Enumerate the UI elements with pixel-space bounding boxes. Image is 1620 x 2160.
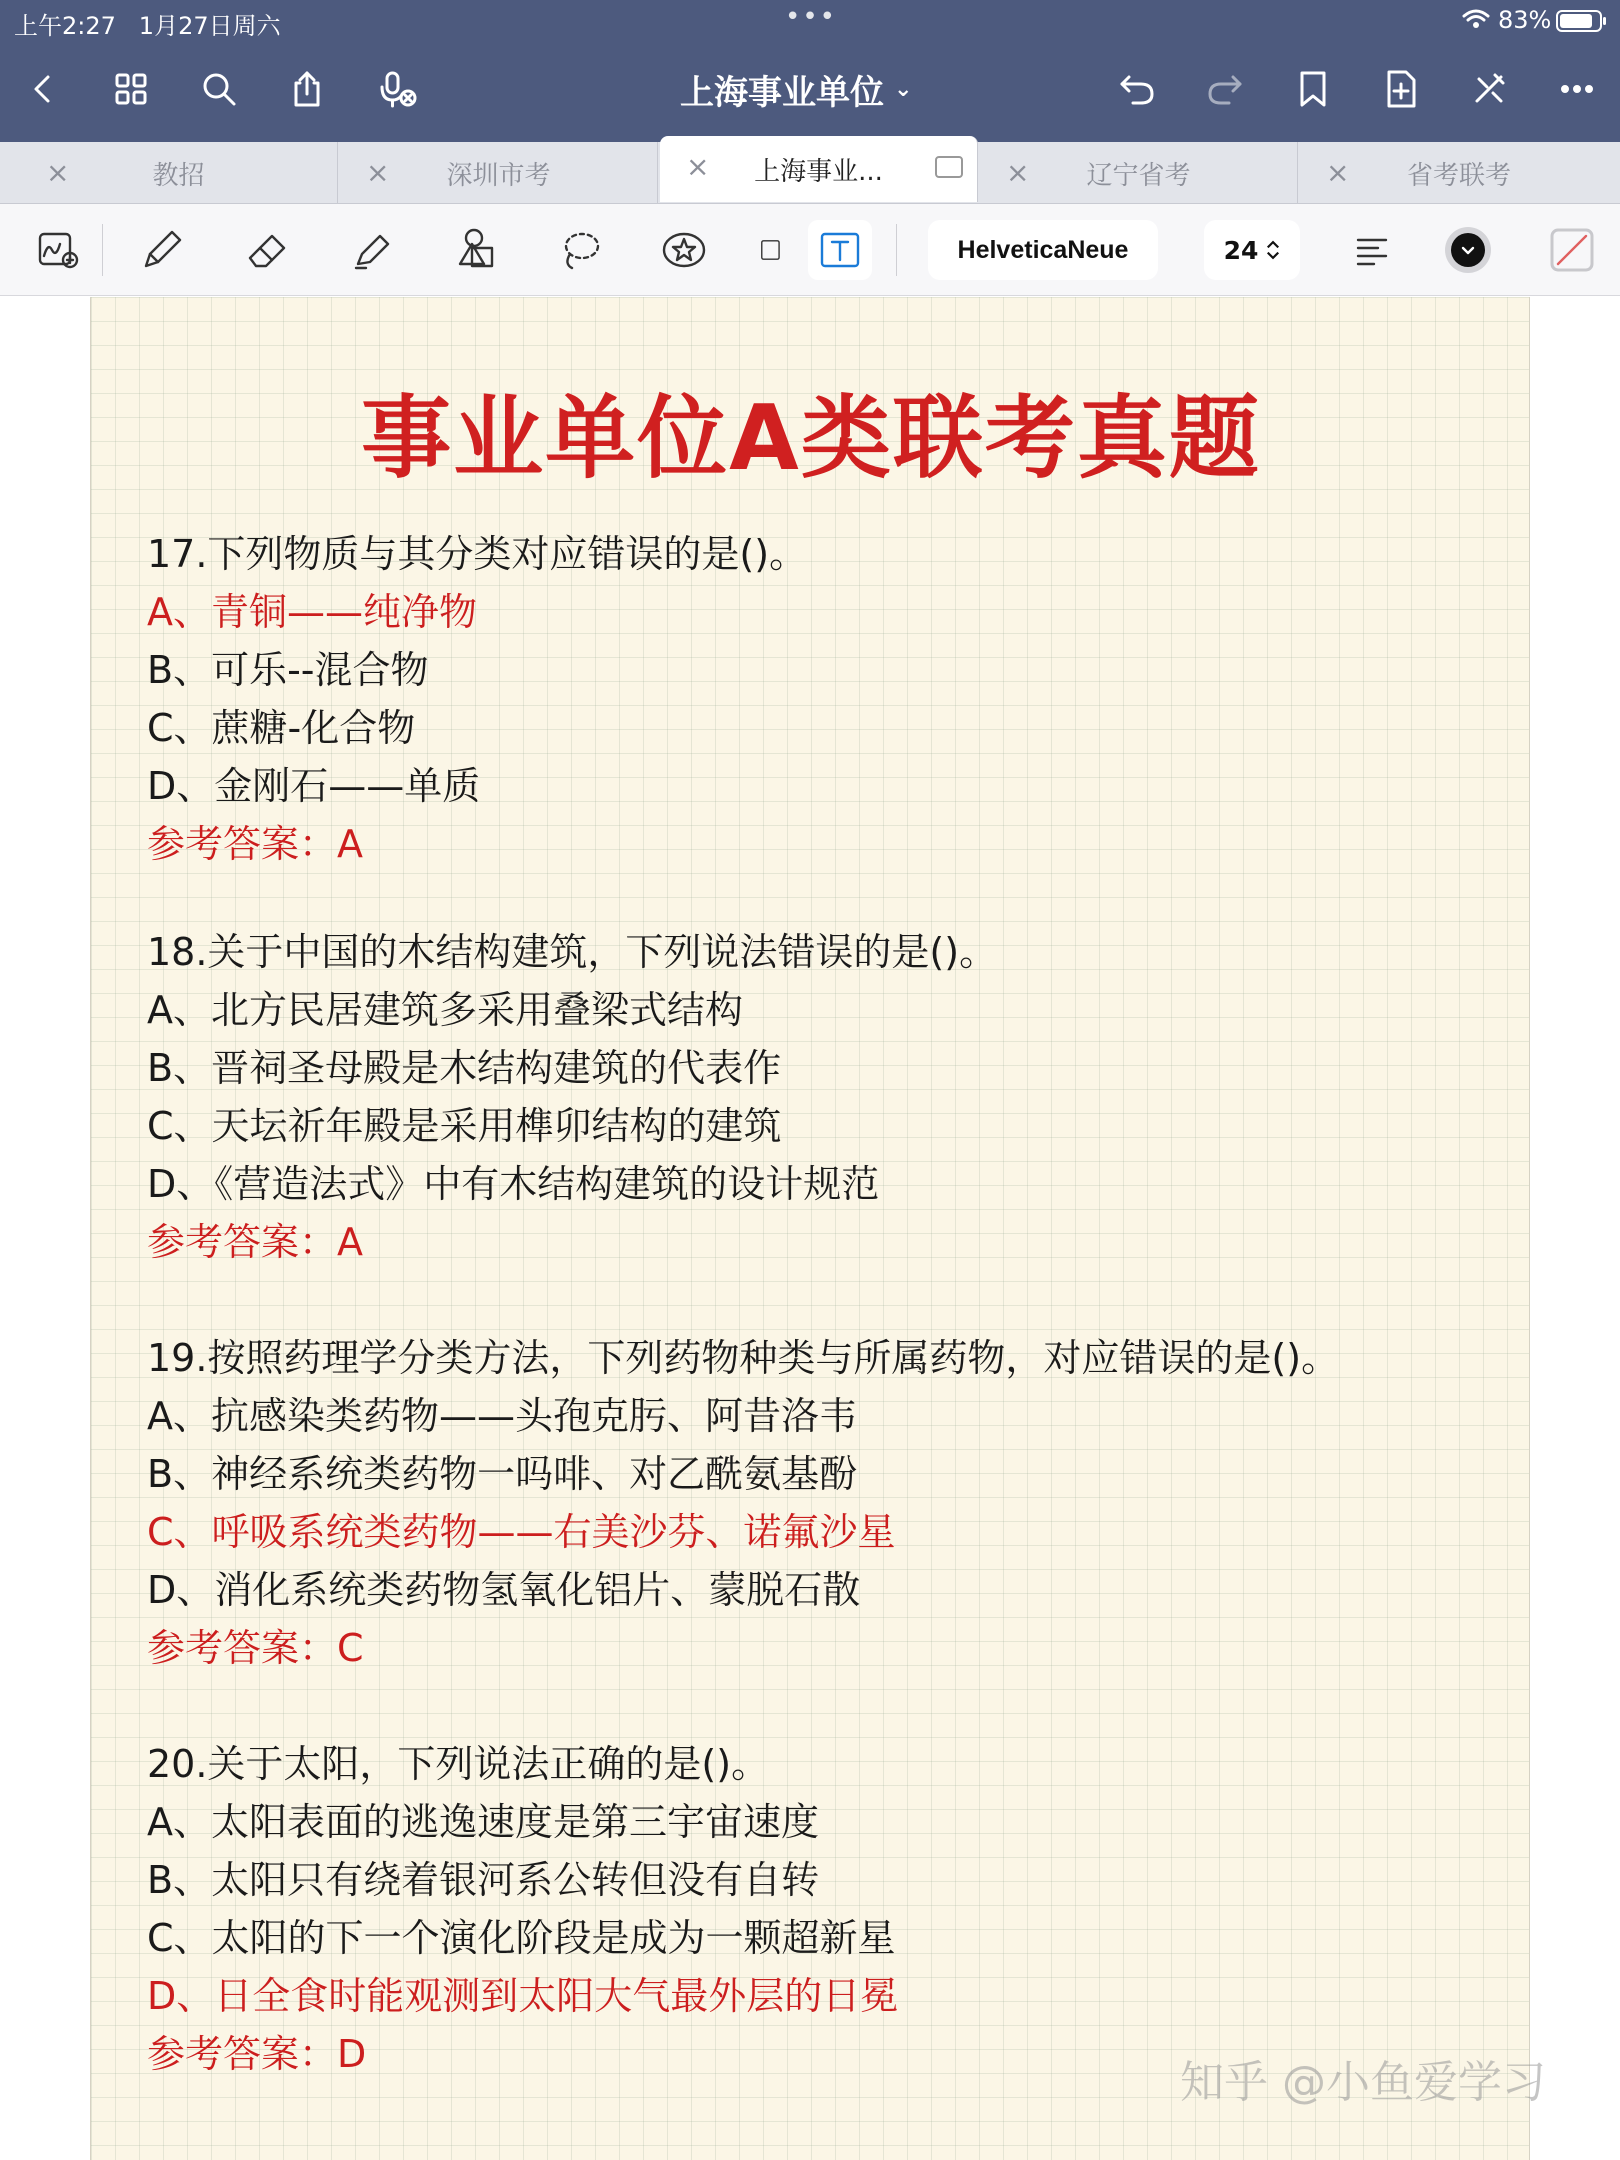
bookmark-button[interactable]: [1286, 62, 1340, 116]
option-a: A、太阳表面的逃逸速度是第三宇宙速度: [147, 1800, 819, 1844]
more-button[interactable]: [1550, 62, 1604, 116]
share-icon: [285, 67, 329, 111]
document-canvas[interactable]: [0, 297, 1620, 2160]
grid-paper-page[interactable]: [90, 297, 1530, 2160]
bookmark-icon: [1291, 67, 1335, 111]
tab-close-icon[interactable]: ×: [1006, 156, 1030, 189]
text-color-button[interactable]: [1436, 220, 1500, 280]
image-icon: [756, 224, 786, 276]
redo-icon: [1203, 67, 1247, 111]
question-19: [147, 1329, 1507, 1677]
tab-label: 辽宁省考: [1086, 160, 1191, 191]
handwriting-tool[interactable]: [28, 220, 92, 280]
more-icon: [1555, 67, 1599, 111]
font-size-stepper[interactable]: [1204, 220, 1300, 280]
tab-label: 教招: [152, 160, 205, 191]
tab-bar: [0, 142, 1620, 204]
drawing-toolbar: [0, 204, 1620, 296]
option-c: C、呼吸系统类药物——右美沙芬、诺氟沙星: [147, 1510, 896, 1554]
option-a: A、青铜——纯净物: [147, 590, 477, 634]
answer-line: 参考答案：A: [147, 822, 363, 866]
image-tool[interactable]: [756, 220, 786, 280]
font-family-button[interactable]: HelveticaNeue: [928, 220, 1158, 280]
tab-close-icon[interactable]: ×: [46, 156, 70, 189]
add-page-icon: [1379, 67, 1423, 111]
pen-tool[interactable]: [130, 220, 194, 280]
chevron-left-icon: [21, 67, 65, 111]
pen-slash-icon: [1467, 67, 1511, 111]
question-17: [147, 525, 1507, 873]
highlighter-tool[interactable]: [340, 220, 404, 280]
status-date: 1月27日周六: [138, 12, 281, 40]
multitask-dots-icon[interactable]: •••: [785, 2, 838, 32]
tab-shanghai-active[interactable]: [660, 136, 978, 202]
text-align-button[interactable]: [1340, 220, 1404, 280]
font-size-value: 24: [1223, 235, 1259, 265]
tab-close-icon[interactable]: ×: [366, 156, 390, 189]
add-page-button[interactable]: [1374, 62, 1428, 116]
lasso-tool[interactable]: [548, 220, 612, 280]
status-time: 上午2:27 1月27日周六: [14, 12, 281, 40]
tab-close-icon[interactable]: ×: [1326, 156, 1350, 189]
question-stem: 19.按照药理学分类方法，下列药物种类与所属药物，对应错误的是()。: [147, 1336, 1340, 1380]
tab-shengkao[interactable]: [1300, 142, 1618, 204]
question-stem: 20.关于太阳，下列说法正确的是()。: [147, 1742, 770, 1786]
option-b: B、神经系统类药物一吗啡、对乙酰氨基酚: [147, 1452, 858, 1496]
shape-tool[interactable]: [444, 220, 508, 280]
eraser-icon: [242, 224, 294, 276]
document-title-menu[interactable]: [680, 64, 980, 114]
chevron-down-icon: ⌄: [894, 76, 913, 102]
option-c: C、蔗糖-化合物: [147, 706, 416, 750]
tab-close-icon[interactable]: ×: [686, 150, 710, 183]
option-d: D、日全食时能观测到太阳大气最外层的日冕: [147, 1974, 899, 2018]
tab-jiaozhao[interactable]: [20, 142, 338, 204]
battery-percent: 83%: [1498, 6, 1552, 34]
search-icon: [197, 67, 241, 111]
option-b: B、晋祠圣母殿是木结构建筑的代表作: [147, 1046, 782, 1090]
option-a: A、抗感染类药物——头孢克肟、阿昔洛韦: [147, 1394, 857, 1438]
wifi-icon: [1462, 8, 1490, 30]
text-tool[interactable]: [808, 220, 872, 280]
split-view-icon[interactable]: [935, 156, 963, 178]
option-d: D、金刚石——单质: [147, 764, 481, 808]
option-d: D、消化系统类药物氢氧化铝片、蒙脱石散: [147, 1568, 861, 1612]
tab-label: 深圳市考: [446, 160, 551, 191]
thumbnails-button[interactable]: [104, 62, 158, 116]
nav-title: 上海事业单位: [680, 72, 884, 113]
redo-button[interactable]: [1198, 62, 1252, 116]
option-b: B、太阳只有绕着银河系公转但没有自转: [147, 1858, 820, 1902]
search-button[interactable]: [192, 62, 246, 116]
grid-icon: [109, 67, 153, 111]
mic-off-button[interactable]: [370, 62, 424, 116]
chevron-updown-icon: [1266, 239, 1280, 261]
answer-line: 参考答案：D: [147, 2032, 367, 2076]
pen-settings-button[interactable]: [1462, 62, 1516, 116]
question-stem: 17.下列物质与其分类对应错误的是()。: [147, 532, 808, 576]
answer-line: 参考答案：C: [147, 1626, 364, 1670]
background-color-button[interactable]: [1540, 220, 1604, 280]
microphone-off-icon: [375, 67, 419, 111]
question-20: [147, 1735, 1507, 2083]
undo-button[interactable]: [1110, 62, 1164, 116]
pen-icon: [136, 224, 188, 276]
option-c: C、太阳的下一个演化阶段是成为一颗超新星: [147, 1916, 896, 1960]
option-d: D、《营造法式》中有木结构建筑的设计规范: [147, 1162, 880, 1206]
star-sticker-icon: [658, 224, 710, 276]
answer-line: 参考答案：A: [147, 1220, 363, 1264]
no-fill-icon: [1546, 224, 1598, 276]
tab-liaoning[interactable]: [980, 142, 1298, 204]
zhihu-watermark: 知乎 @小鱼爱学习: [1180, 2057, 1546, 2108]
color-swatch-icon: [1442, 224, 1494, 276]
status-bar: [0, 0, 1620, 40]
back-button[interactable]: [16, 62, 70, 116]
sticker-tool[interactable]: [652, 220, 716, 280]
option-c: C、天坛祈年殿是采用榫卯结构的建筑: [147, 1104, 782, 1148]
align-left-icon: [1346, 224, 1398, 276]
highlighter-icon: [346, 224, 398, 276]
eraser-tool[interactable]: [236, 220, 300, 280]
handwriting-search-icon: [34, 224, 86, 276]
lasso-icon: [554, 224, 606, 276]
tab-label: 省考联考: [1406, 160, 1511, 191]
app-chrome: [0, 0, 1620, 142]
battery-icon: [1556, 10, 1602, 32]
document-heading: 事业单位A类联考真题: [361, 386, 1261, 491]
share-button[interactable]: [280, 62, 334, 116]
undo-icon: [1115, 67, 1159, 111]
nav-bar: [0, 40, 1620, 140]
option-b: B、可乐--混合物: [147, 648, 429, 692]
option-a: A、北方民居建筑多采用叠梁式结构: [147, 988, 743, 1032]
text-box-icon: [814, 224, 866, 276]
tab-shenzhen[interactable]: [340, 142, 658, 204]
question-18: [147, 923, 1507, 1271]
shapes-icon: [450, 224, 502, 276]
tab-label: 上海事业...: [754, 156, 883, 187]
question-stem: 18.关于中国的木结构建筑，下列说法错误的是()。: [147, 930, 998, 974]
